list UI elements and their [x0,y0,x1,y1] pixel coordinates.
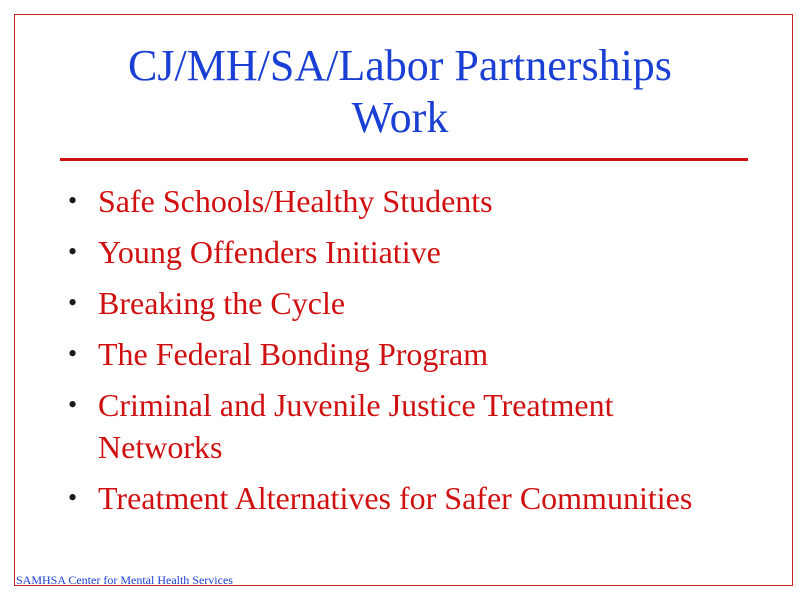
bullet-item [68,231,708,273]
bullet-item [68,477,708,519]
bullet-list [68,180,708,528]
title-divider [60,158,748,161]
bullet-icon: • [68,483,78,512]
title-line-1: CJ/MH/SA/Labor Partnerships [128,41,672,90]
bullet-text: Safe Schools/Healthy Students [98,183,493,219]
bullet-icon: • [68,288,78,317]
bullet-text: Criminal and Juvenile Justice Treatment Networks [98,387,614,465]
bullet-text: The Federal Bonding Program [98,336,489,372]
bullet-item [68,333,708,375]
bullet-text: Young Offenders Initiative [98,234,441,270]
bullet-icon: • [68,390,78,419]
bullet-text: Breaking the Cycle [98,285,346,321]
footer-credit: SAMHSA Center for Mental Health Services [16,573,233,587]
title-line-2: Work [351,93,449,142]
slide-title [0,40,800,144]
bullet-icon: • [68,186,78,215]
bullet-icon: • [68,237,78,266]
bullet-item [68,180,708,222]
bullet-item [68,384,708,468]
bullet-icon: • [68,339,78,368]
bullet-item [68,282,708,324]
bullet-text: Treatment Alternatives for Safer Communities [98,480,693,516]
